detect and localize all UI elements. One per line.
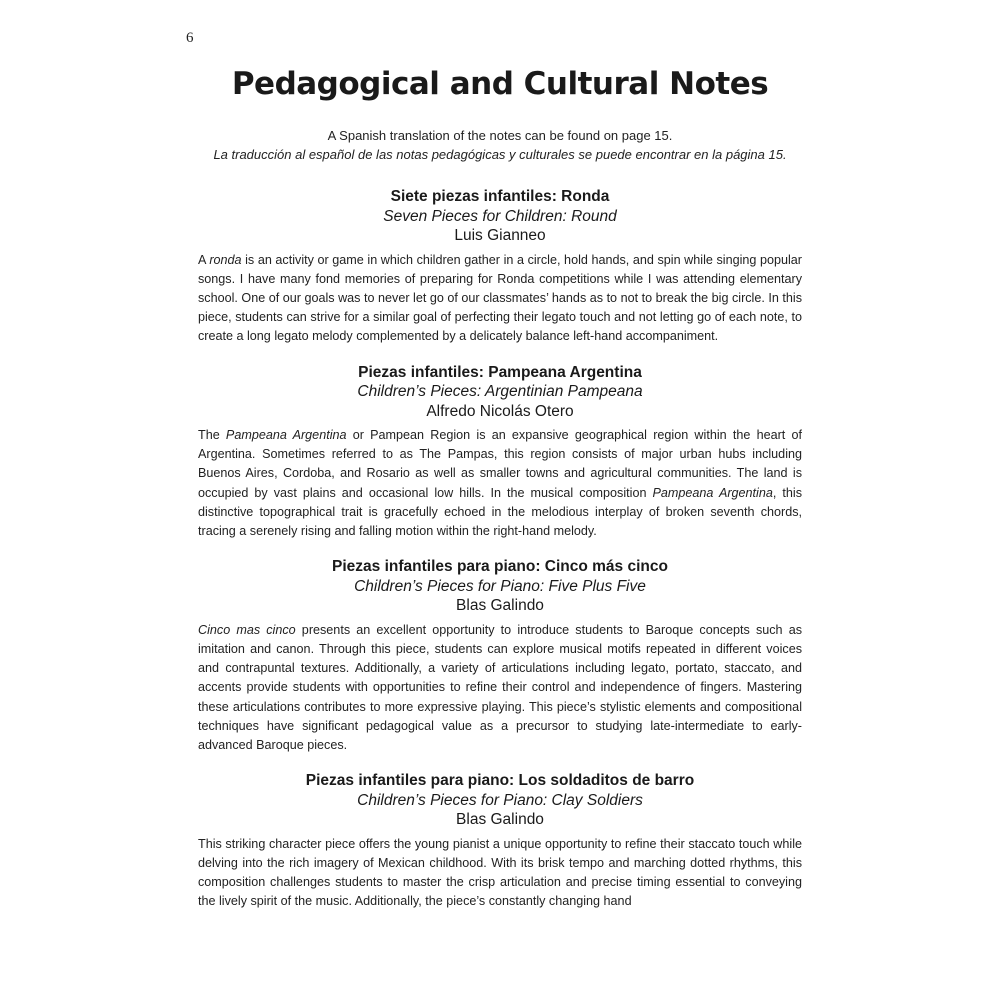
section-body: Cinco mas cinco presents an excellent opportunity to introduce students to Baroque concepts such as imitation and canon. Through this piece, students can explore musical motifs repeated in different voices and contrapuntal textures. Additionally, a variety of articulations including legato, portato, staccato, and accents provide students with opportunities to refine their control and independence of fingers. Mastering these articulations contributes to more expressive playing. This piece’s stylistic elements and compositional techniques have significant pedagogical value as a precursor to studying late-intermediate to early-advanced Baroque pieces. (198, 622, 802, 752)
notes-content (198, 187, 802, 911)
section-title: Piezas infantiles: Pampeana Argentina (358, 363, 642, 381)
intro-block (150, 126, 850, 164)
section-composer: Blas Galindo (456, 811, 544, 829)
section-composer: Blas Galindo (456, 597, 544, 615)
page-number: 6 (186, 30, 194, 46)
section-subtitle: Children’s Pieces: Argentinian Pampeana (357, 383, 643, 401)
section-composer: Luis Gianneo (454, 227, 546, 244)
section-subtitle: Seven Pieces for Children: Round (383, 207, 617, 225)
section-title: Piezas infantiles para piano: Cinco más cinco (332, 558, 668, 576)
section-composer: Alfredo Nicolás Otero (426, 402, 574, 420)
section-cinco-mas-cinco (198, 557, 802, 755)
section-title: Siete piezas infantiles: Ronda (390, 188, 610, 205)
section-body: A ronda is an activity or game in which children gather in a circle, hold hands, and spin while singing popular songs. I have many fond memories of preparing for Ronda competitions while I was attending elementary school. One of our goals was to never let go of our classmates’ hands as to not to break the big circle. In this piece, students can strive for a similar goal of perfecting their legato touch and not letting go of each note, to create a long legato melody complemented by a delicately balance left-hand accompaniment. (198, 252, 802, 344)
section-soldaditos-de-barro (198, 771, 802, 911)
section-pampeana-argentina (198, 363, 802, 542)
section-subtitle: Children’s Pieces for Piano: Clay Soldiers (357, 791, 643, 809)
intro-spanish: La traducción al español de las notas pedagógicas y culturales se puede encontrar en la página 15. (213, 147, 787, 162)
section-subtitle: Children’s Pieces for Piano: Five Plus Five (354, 577, 646, 595)
page-title: Pedagogical and Cultural Notes (231, 66, 769, 102)
intro-english: A Spanish translation of the notes can be found on page 15. (327, 128, 673, 143)
section-ronda (198, 187, 802, 347)
section-body: This striking character piece offers the young pianist a unique opportunity to refine their staccato touch while delving into the rich imagery of Mexican childhood. With its brisk tempo and marching dotted rhythms, this composition challenges students to master the crisp articulation and precise timing essential to conveying the lively spirit of the music. Additionally, the piece’s constantly changing hand (198, 836, 802, 909)
section-title: Piezas infantiles para piano: Los soldaditos de barro (305, 772, 695, 790)
section-body: The Pampeana Argentina or Pampean Region is an expansive geographical region within the heart of Argentina. Sometimes referred to as The Pampas, this region consists of major urban hubs including Buenos Aires, Cordoba, and Rosario as well as smaller towns and agricultural communities. The land is occupied by vast plains and occasional low hills. In the musical composition Pampeana Argentina, this distinctive topographical trait is gracefully echoed in the melodious interplay of broken seventh chords, tracing a serenely rising and falling motion within the right-hand melody. (198, 428, 802, 539)
